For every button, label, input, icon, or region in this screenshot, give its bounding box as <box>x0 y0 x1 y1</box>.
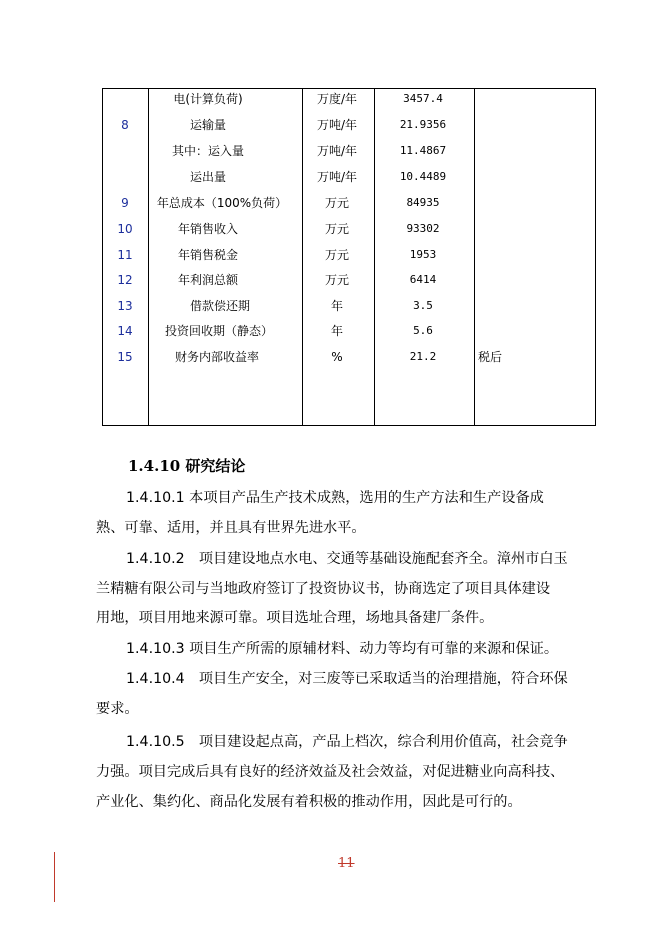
row-item: 年利润总额 <box>177 273 238 287</box>
row-unit: 年 <box>330 299 343 313</box>
row-unit: 万元 <box>324 273 349 287</box>
row-value: 3457.4 <box>403 92 443 105</box>
paragraph-line: 力强。项目完成后具有良好的经济效益及社会效益，对促进糖业向高科技、 <box>96 764 565 780</box>
row-item: 投资回收期（静态） <box>164 324 273 338</box>
paragraph-line: 1.4.10.4 项目生产安全，对三废等已采取适当的治理措施，符合环保 <box>126 671 568 687</box>
row-number: 11 <box>117 248 133 262</box>
row-number <box>102 87 148 111</box>
paragraph-line: 兰精糖有限公司与当地政府签订了投资协议书，协商选定了项目具体建设 <box>96 581 551 597</box>
table-row <box>102 87 596 111</box>
row-note <box>478 268 538 292</box>
section-heading: 1.4.10 研究结论 <box>128 457 246 475</box>
row-note <box>478 217 538 241</box>
row-note <box>478 294 538 318</box>
row-value: 21.2 <box>409 350 437 363</box>
row-value: 5.6 <box>413 324 433 337</box>
row-value: 6414 <box>409 273 437 286</box>
row-number: 12 <box>117 273 133 287</box>
row-number <box>102 165 148 189</box>
row-number: 8 <box>121 118 129 132</box>
paragraph-line: 要求。 <box>96 701 139 717</box>
table-row <box>102 243 596 267</box>
row-unit: 万元 <box>324 222 349 236</box>
row-item: 电(计算负荷) <box>173 92 243 106</box>
row-item: 财务内部收益率 <box>174 350 259 364</box>
row-unit: 万吨/年 <box>316 170 358 184</box>
table-row <box>102 345 596 369</box>
row-note <box>478 139 538 163</box>
paragraph-line: 1.4.10.5 项目建设起点高，产品上档次，综合利用价值高，社会竞争 <box>126 734 568 750</box>
table-row <box>102 294 596 318</box>
row-value: 3.5 <box>413 299 433 312</box>
row-note: 税后 <box>478 350 503 364</box>
paragraph-line: 1.4.10.3 项目生产所需的原辅材料、动力等均有可靠的来源和保证。 <box>126 641 559 657</box>
row-item: 年销售收入 <box>177 222 238 236</box>
row-value: 10.4489 <box>399 170 447 183</box>
row-item: 借款偿还期 <box>189 299 250 313</box>
row-note <box>478 191 538 215</box>
table-row <box>102 191 596 215</box>
table-row <box>102 139 596 163</box>
row-value: 1953 <box>409 248 437 261</box>
row-number: 9 <box>121 196 129 210</box>
indicator-table <box>102 88 596 426</box>
table-row <box>102 113 596 137</box>
page-number: 11 <box>338 856 355 871</box>
paragraph-line: 1.4.10.1 本项目产品生产技术成熟，选用的生产方法和生产设备成 <box>126 490 544 506</box>
row-unit: 万元 <box>324 248 349 262</box>
row-note <box>478 319 538 343</box>
row-number <box>102 139 148 163</box>
paragraph-line: 用地，项目用地来源可靠。项目选址合理，场地具备建厂条件。 <box>96 610 494 626</box>
row-number: 13 <box>117 299 133 313</box>
row-unit: 万吨/年 <box>316 118 358 132</box>
table-row <box>102 319 596 343</box>
table-row <box>102 268 596 292</box>
row-value: 93302 <box>406 222 440 235</box>
paragraph-line: 熟、可靠、适用，并且具有世界先进水平。 <box>96 520 366 536</box>
row-number: 15 <box>117 350 133 364</box>
row-unit: 万吨/年 <box>316 144 358 158</box>
row-note <box>478 165 538 189</box>
row-unit: % <box>331 350 343 364</box>
paragraph-line: 产业化、集约化、商品化发展有着积极的推动作用，因此是可行的。 <box>96 794 522 810</box>
revision-margin-bar <box>54 852 55 902</box>
row-unit: 万度/年 <box>316 92 358 106</box>
row-note <box>478 87 538 111</box>
row-item: 年销售税金 <box>177 248 238 262</box>
row-unit: 年 <box>330 324 343 338</box>
row-note <box>478 113 538 137</box>
table-row <box>102 217 596 241</box>
row-value: 11.4867 <box>399 144 447 157</box>
table-row <box>102 165 596 189</box>
row-item: 运出量 <box>189 170 226 184</box>
row-value: 21.9356 <box>399 118 447 131</box>
row-item: 年总成本（100%负荷） <box>156 196 288 210</box>
row-value: 84935 <box>406 196 440 209</box>
row-note <box>478 243 538 267</box>
row-item: 运输量 <box>189 118 226 132</box>
row-number: 14 <box>117 324 133 338</box>
row-item: 其中：运入量 <box>171 144 244 158</box>
row-number: 10 <box>117 222 133 236</box>
paragraph-line: 1.4.10.2 项目建设地点水电、交通等基础设施配套齐全。漳州市白玉 <box>126 551 568 567</box>
row-unit: 万元 <box>324 196 349 210</box>
